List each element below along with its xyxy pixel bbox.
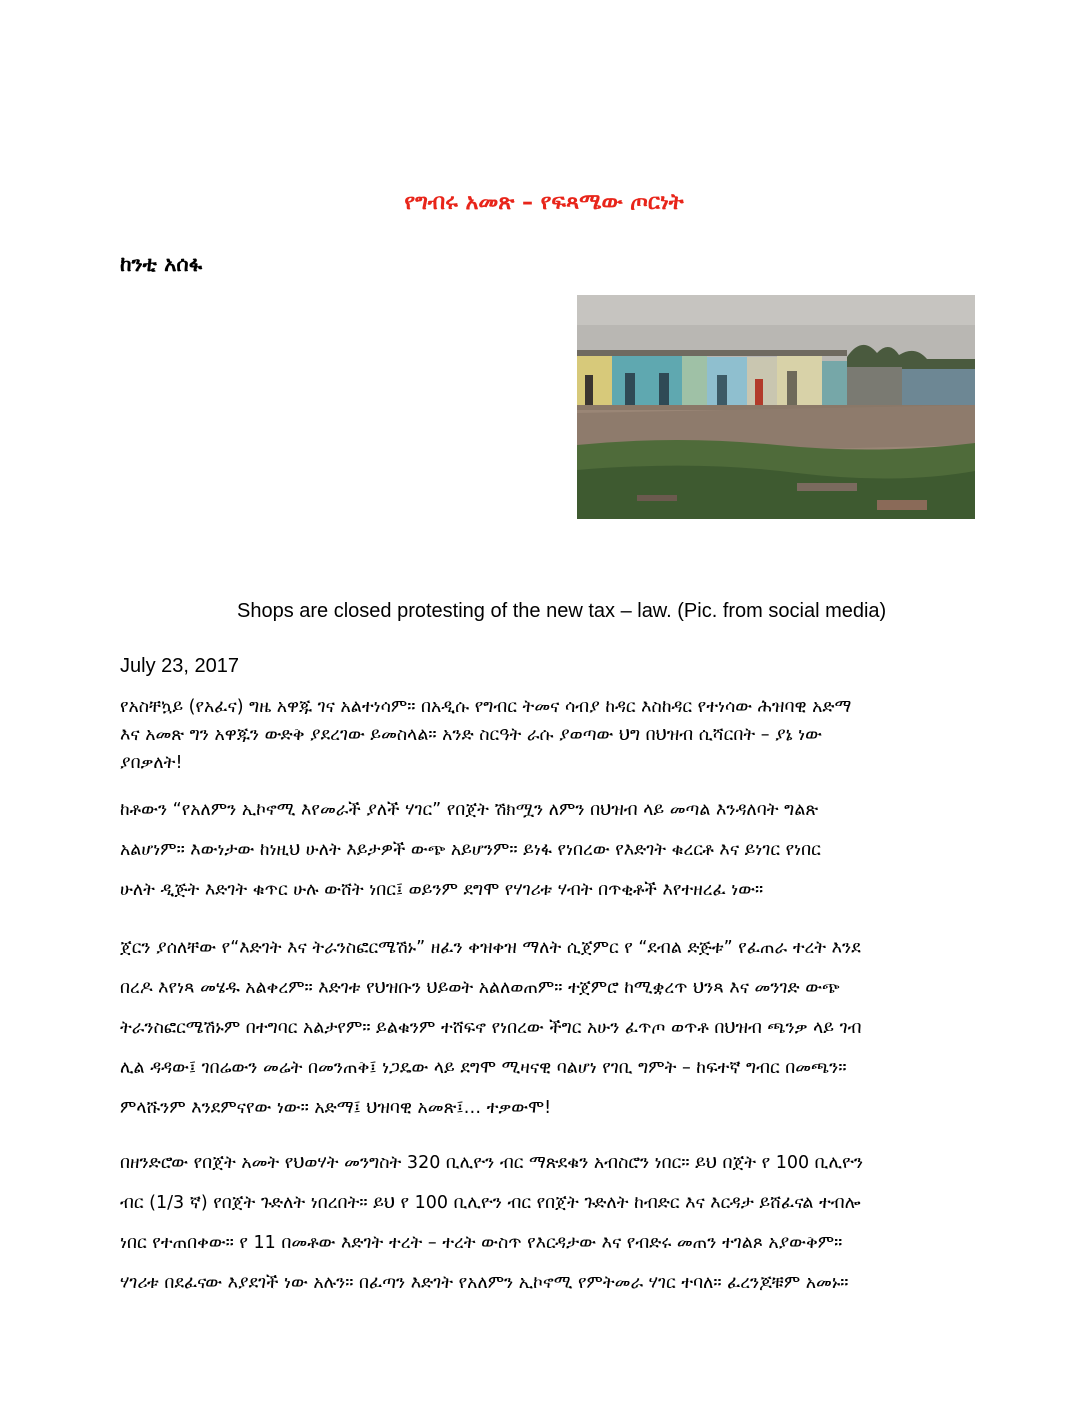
- paragraph-line: ሃገሪቱ በደፈናው እያደገች ነው አሉን። በፈጣን እድገት የአለምን ኢኮኖሚ የምትመራ ሃገር ተባለ። ፈረንጆቹም አመኑ።: [120, 1273, 849, 1293]
- paragraph-line: ምላሹንም እንደምናየው ነው። አድማ፤ ህዝባዊ አመጽ፤… ተቃውሞ!: [120, 1098, 552, 1118]
- paragraph-line: የአስቸኳይ (የአፈና) ግዜ አዋጁ ገና አልተነሳም። በአዲሱ የግብር ትመና ሳብያ ከዳር እስከዳር የተነሳው ሕዝባዊ አድማ: [120, 697, 852, 717]
- paragraph-line: ነበር የተጠበቀው። የ 11 በመቶው እድገት ተረት – ተረት ውስጥ የእርዳታው እና የብድሩ መጠን ተገልጾ አያውቅም።: [120, 1233, 843, 1253]
- article-date: July 23, 2017: [120, 655, 239, 677]
- paragraph-line: ከቶውን “የአለምን ኢኮኖሚ እየመራች ያለች ሃገር” የበጀት ሽክሟን ለምን በህዝብ ላይ መጣል እንዳለባት ግልጽ: [120, 800, 819, 820]
- paragraph-line: ብር (1/3 ኛ) የበጀት ጉድለት ነበረበት። ይህ የ 100 ቢሊዮን ብር የበጀት ጉድለት ከብድር እና እርዳታ ይሸፈናል ተብሎ: [120, 1193, 861, 1213]
- paragraph-line: በረዶ እየነጻ መሄዱ አልቀረም። እድገቱ የህዝቡን ህይወት አልለወጠም። ተጀምሮ ከሚቋረጥ ህንጻ እና መንገድ ውጭ: [120, 978, 840, 998]
- paragraph-line: በዘንድሮው የበጀት አመት የህወሃት መንግስት 320 ቢሊዮን ብር ማጽደቁን አብስሮን ነበር። ይህ በጀት የ 100 ቢሊዮን: [120, 1153, 864, 1173]
- closed-shops-image: [577, 295, 975, 519]
- paragraph-line: ሊል ዳዳው፤ ገበሬውን መሬት በመንጠቅ፤ ነጋዴው ላይ ደግሞ ሚዛናዊ ባልሆነ የገቢ ግምት – ከፍተኛ ግብር በመጫን።: [120, 1058, 847, 1078]
- article-photo: [577, 295, 975, 519]
- article-title: የግብሩ አመጽ – የፍጻሜው ጦርነት: [404, 190, 684, 215]
- paragraph-line: ትራንስፎርሜሽኑም በተግባር አልታየም። ይልቁንም ተሸፍኖ የነበረው ችግር አሁን ፈጥጦ ወጥቶ በህዝብ ጫንቃ ላይ ገብ: [120, 1018, 862, 1038]
- paragraph-1: [120, 693, 986, 777]
- paragraph-line: እና አመጽ ግን አዋጁን ውድቅ ያደረገው ይመስላል። አንድ ስርዓት ራሱ ያወጣው ህግ በህዝብ ሲሻርበት – ያኔ ነው: [120, 725, 822, 745]
- paragraph-2: [120, 790, 986, 910]
- paragraph-line: አልሆነም። እውነታው ከነዚህ ሁለት እይታዎች ውጭ አይሆንም። ይነፋ የነበረው የእድገት ቁረርቶ እና ይነገር የነበር: [120, 840, 821, 860]
- paragraph-4: [120, 1143, 986, 1303]
- paragraph-line: ጀርን ያሰለቸው የ“እድገት እና ትራንስፎርሜሽኑ” ዘፈን ቀዝቀዝ ማለት ሲጀምር የ “ደብል ድጅቱ” የፈጠራ ተረት እንደ: [120, 938, 861, 958]
- photo-caption: Shops are closed protesting of the new tax – law. (Pic. from social media): [237, 600, 887, 622]
- paragraph-line: ያበቃለት!: [120, 753, 183, 773]
- paragraph-3: [120, 928, 986, 1128]
- article-author: ከንቲ አሰፋ: [120, 252, 203, 276]
- paragraph-line: ሁለት ዲጅት እድገት ቁጥር ሁሉ ውሸት ነበር፤ ወይንም ደግሞ የሃገሪቱ ሃብት በጥቂቶች እየተዘረፈ ነው።: [120, 880, 764, 900]
